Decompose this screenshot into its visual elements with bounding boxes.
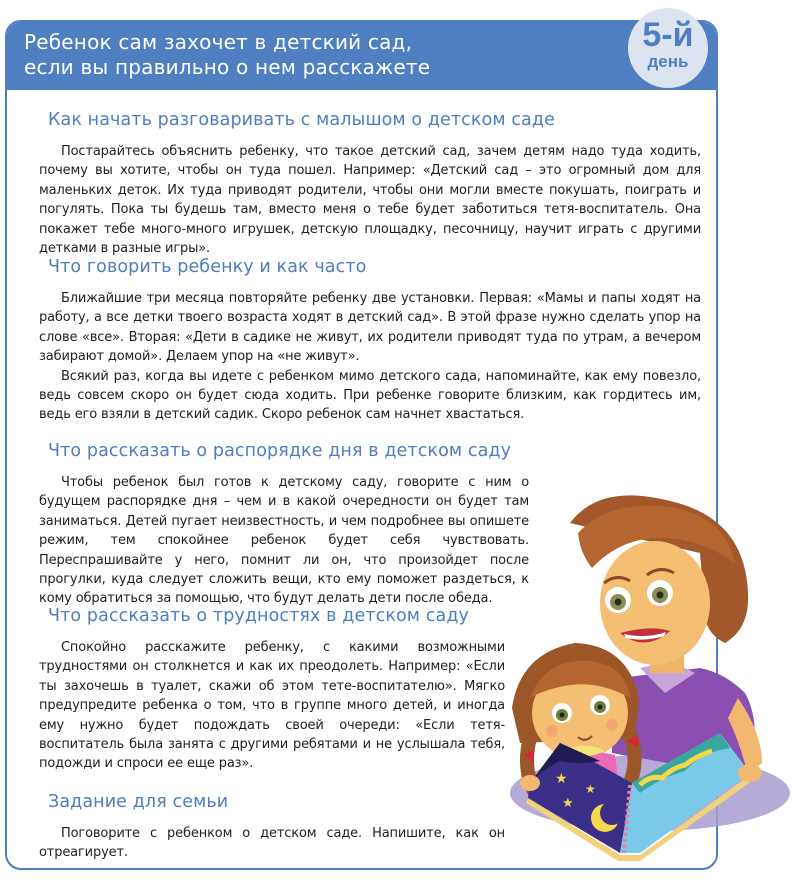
mother-daughter-reading-book-illustration xyxy=(500,493,792,863)
svg-text:★: ★ xyxy=(555,771,568,787)
day-badge xyxy=(628,8,708,88)
section-how-to-start xyxy=(39,108,701,258)
article-header xyxy=(7,22,716,90)
section-paragraph: Постарайтесь объяснить ребенку, что такое детский сад, зачем детям надо туда ходить, почему вы хотите, чтобы он туда пошел. Например: «Детский сад – это огромный дом для маленьких деток. Их туда приводят родители, чтобы они могли вместе покушать, поиграть и погулять. Пока ты будешь там, вместо меня о тебе будет заботиться тетя-воспитатель. Она покажет тебе много-много игрушек, детскую площадку, песочницу, научит играть с другими детками в разные игры». xyxy=(39,144,701,257)
article-title-line-1: Ребенок сам захочет в детский сад, xyxy=(24,30,413,54)
section-title: Задание для семьи xyxy=(48,792,229,812)
article-title xyxy=(24,30,430,80)
day-badge-number: 5-й xyxy=(642,16,694,54)
section-title: Что рассказать о трудностях в детском саду xyxy=(48,606,469,626)
section-paragraph: Чтобы ребенок был готов к детскому саду, говорите с ним о будущем распорядке дня – чем и в какой очередности он будет там заниматься. Детей пугает неизвестность, и чем подробнее вы опишете режим, тем спокойнее ребенок будет себя чувствовать. Переспрашивайте у него, помнит ли он, что произойдет после прогулки, куда следует сложить вещи, кто ему поможет раздеться, к кому обратиться за помощью, что будут делать дети после обеда. xyxy=(39,475,529,607)
section-paragraph: Всякий раз, когда вы идете с ребенком мимо детского сада, напоминайте, как ему повезло, ведь совсем скоро он будет сюда ходить. При ребенке говорите близким, как гордитесь им, ведь его взяли в детский садик. Скоро ребенок сам начнет хвастаться. xyxy=(39,368,701,423)
section-title: Что рассказать о распорядке дня в детском саду xyxy=(48,441,512,461)
section-what-to-say xyxy=(39,255,701,425)
svg-text:★: ★ xyxy=(562,796,574,811)
svg-text:★: ★ xyxy=(585,782,596,796)
section-title: Что говорить ребенку и как часто xyxy=(48,257,367,277)
section-paragraph: Спокойно расскажите ребенку, с какими возможными трудностями он столкнется и как их преодолеть. Например: «Если ты захочешь в туалет, скажи об этом тете-воспитателю». Мягко предупредите ребенка о том, что в группе много детей, и иногда ему нужно будет подождать своей очереди: «Если тетя-воспитатель была занята с другими ребятами и не услышала тебя, подожди и спроси ее еще раз». xyxy=(39,640,505,772)
section-paragraph: Ближайшие три месяца повторяйте ребенку две установки. Первая: «Мамы и папы ходят на работу, а все детки твоего возраста ходят в детский сад». В этой фразе нужно сделать упор на слове «все». Вторая: «Дети в садике не живут, их родители приводят туда по утрам, а вечером забирают домой». Делаем упор на «не живут». xyxy=(39,291,701,365)
day-badge-word: день xyxy=(647,52,689,71)
section-title: Как начать разговаривать с малышом о детском саде xyxy=(48,110,555,130)
article-title-line-2: если вы правильно о нем расскажете xyxy=(24,55,431,79)
section-paragraph: Поговорите с ребенком о детском саде. Напишите, как он отреагирует. xyxy=(39,826,505,861)
